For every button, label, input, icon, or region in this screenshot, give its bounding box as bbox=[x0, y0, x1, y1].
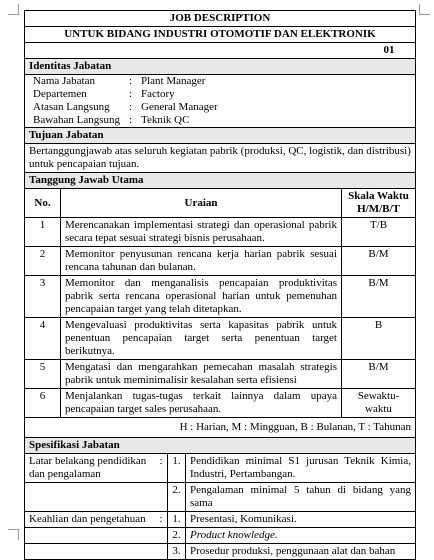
row-number: 4 bbox=[25, 318, 61, 360]
row-skala: B/M bbox=[342, 360, 416, 389]
spec-item-text: Pendidikan minimal S1 jurusan Teknik Kimia, Industri, Pertambangan. bbox=[185, 454, 415, 482]
spec-group-label bbox=[25, 528, 155, 543]
tanggung-jawab-heading: Tanggung Jawab Utama bbox=[25, 173, 416, 189]
spec-group-label: Latar belakang pendidikan dan pengalaman bbox=[29, 455, 147, 480]
table-row bbox=[25, 389, 416, 418]
spesifikasi-heading: Spesifikasi Jabatan bbox=[25, 438, 416, 454]
col-uraian-header: Uraian bbox=[61, 189, 342, 218]
page-corner-mark bbox=[8, 4, 19, 15]
identitas-label: Departemen bbox=[33, 88, 87, 100]
row-number: 1 bbox=[25, 218, 61, 247]
identitas-label: Bawahan Langsung bbox=[33, 114, 121, 126]
row-uraian: Memonitor penyusunan rencana kerja harian pabrik sesuai rencana tahunan dan bulanan. bbox=[61, 247, 342, 276]
identitas-separator: : bbox=[129, 101, 133, 113]
spec-item-number: 2. bbox=[167, 483, 185, 511]
spec-row bbox=[24, 544, 416, 560]
spec-item-number: 1. bbox=[167, 454, 185, 482]
doc-title: JOB DESCRIPTION bbox=[25, 11, 416, 27]
identitas-separator: : bbox=[129, 75, 133, 87]
spec-row bbox=[24, 483, 416, 512]
identitas-value: Plant Manager bbox=[141, 75, 206, 87]
doc-subtitle: UNTUK BIDANG INDUSTRI OTOMOTIF DAN ELEKTRONIK bbox=[25, 27, 416, 43]
spec-group-label: Keahlian dan pengetahuan bbox=[29, 513, 146, 525]
doc-code bbox=[25, 43, 416, 59]
spec-row bbox=[24, 512, 416, 528]
col-no-header: No. bbox=[25, 189, 61, 218]
row-uraian: Memonitor dan menganalisis pencapaian produktivitas pabrik serta rencana operasional harian untuk pemenuhan pencapaian target yang telah ditetapkan. bbox=[61, 276, 342, 318]
spec-group-label bbox=[25, 483, 155, 511]
spec-separator bbox=[155, 483, 167, 511]
doc-code-value: 01 bbox=[383, 44, 395, 56]
spec-item-number: 1. bbox=[167, 512, 185, 527]
identitas-heading: Identitas Jabatan bbox=[25, 59, 416, 75]
spec-separator: : bbox=[159, 455, 163, 467]
table-row bbox=[25, 247, 416, 276]
spec-item-text: Pengalaman minimal 5 tahun di bidang yang sama bbox=[185, 483, 415, 511]
identitas-block bbox=[25, 75, 416, 128]
table-row bbox=[25, 276, 416, 318]
col-skala-header: Skala Waktu H/M/B/T bbox=[342, 189, 416, 218]
row-number: 6 bbox=[25, 389, 61, 418]
responsibilities-table bbox=[24, 189, 416, 438]
tujuan-text: Bertanggungjawab atas seluruh kegiatan pabrik (produksi, QC, logistik, dan distribusi) untuk pencapaian tujuan. bbox=[25, 144, 416, 173]
header-table bbox=[24, 10, 416, 189]
row-skala: B/M bbox=[342, 276, 416, 318]
identitas-value: Factory bbox=[141, 88, 175, 100]
row-skala: T/B bbox=[342, 218, 416, 247]
row-skala: B bbox=[342, 318, 416, 360]
row-uraian: Menjalankan tugas-tugas terkait lainnya dalam upaya pencapaian target sales perusahaan. bbox=[61, 389, 342, 418]
spec-separator: : bbox=[159, 513, 163, 525]
tujuan-heading: Tujuan Jabatan bbox=[25, 128, 416, 144]
row-uraian: Mengevaluasi produktivitas serta kapasitas pabrik untuk penentuan pencapaian target serta penentuan target berikutnya. bbox=[61, 318, 342, 360]
spesifikasi-body bbox=[24, 454, 416, 560]
spec-item-text: Prosedur produksi, penggunaan alat dan bahan bbox=[185, 544, 415, 559]
job-description-document bbox=[24, 10, 416, 560]
table-row bbox=[25, 360, 416, 389]
time-scale-legend: H : Harian, M : Mingguan, B : Bulanan, T : Tahunan bbox=[25, 418, 416, 438]
identitas-separator: : bbox=[129, 114, 133, 126]
row-number: 3 bbox=[25, 276, 61, 318]
identitas-value: Teknik QC bbox=[141, 114, 190, 126]
page-corner-mark bbox=[8, 529, 19, 540]
page-corner-mark bbox=[419, 4, 430, 15]
identitas-label: Nama Jabatan bbox=[33, 75, 95, 87]
spec-row bbox=[24, 454, 416, 483]
spec-row bbox=[24, 528, 416, 544]
spesifikasi-table bbox=[24, 438, 416, 454]
spec-item-text: Presentasi, Komunikasi. bbox=[185, 512, 415, 527]
table-row bbox=[25, 318, 416, 360]
table-row bbox=[25, 218, 416, 247]
identitas-value: General Manager bbox=[141, 101, 218, 113]
spec-item-number: 2. bbox=[167, 528, 185, 543]
row-uraian: Merencanakan implementasi strategi dan operasional pabrik secara tepat sesuai strategi bisnis perusahaan. bbox=[61, 218, 342, 247]
row-number: 2 bbox=[25, 247, 61, 276]
spec-separator bbox=[155, 544, 167, 559]
spec-item-text: Product knowledge. bbox=[185, 528, 415, 543]
row-skala: Sewaktu-waktu bbox=[342, 389, 416, 418]
identitas-separator: : bbox=[129, 88, 133, 100]
spec-separator bbox=[155, 528, 167, 543]
spec-item-number: 3. bbox=[167, 544, 185, 559]
row-skala: B/M bbox=[342, 247, 416, 276]
row-uraian: Mengatasi dan mengarahkan pemecahan masalah strategis pabrik untuk meminimalisir kesalahan serta efisiensi bbox=[61, 360, 342, 389]
spec-group-label bbox=[25, 544, 155, 559]
row-number: 5 bbox=[25, 360, 61, 389]
identitas-label: Atasan Langsung bbox=[33, 101, 110, 113]
